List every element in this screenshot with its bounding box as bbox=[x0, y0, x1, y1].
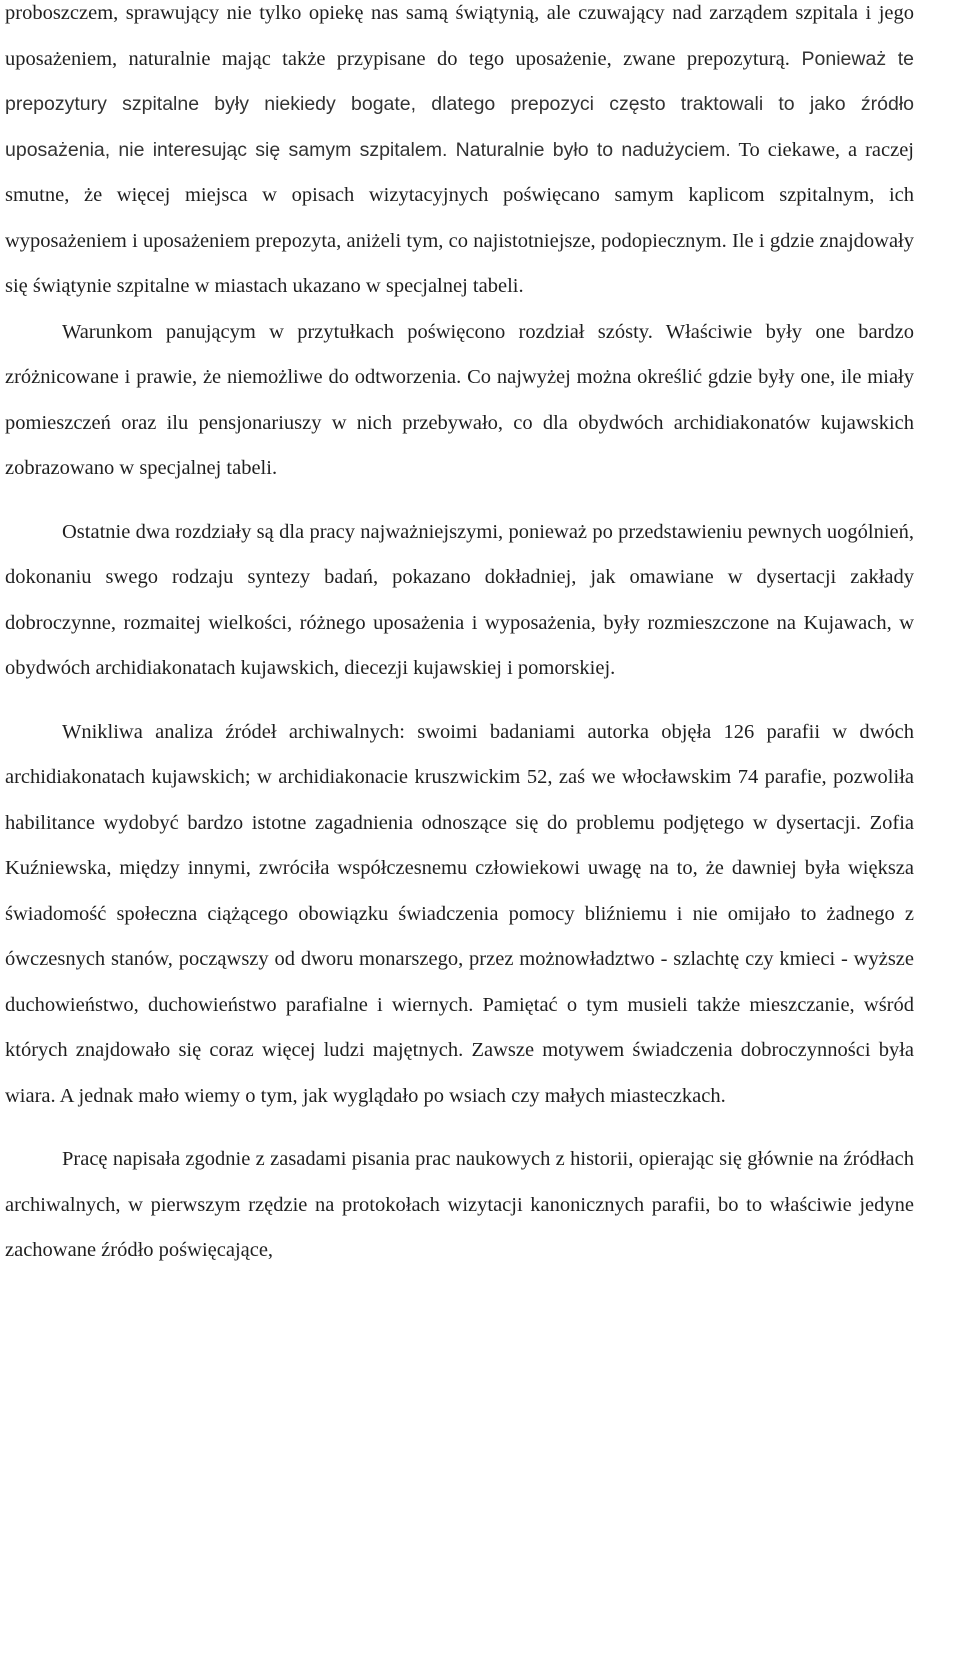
paragraph-1-tail-text: To ciekawe, a raczej smutne, że więcej miejsca w opisach wizytacyjnych poświęcano samym kaplicom szpitalnym, ich wyposażeniem i uposażeniem prepozyta, aniżeli tym, co najistotniejsze, podopiecznym. Ile i gdzie znajdowały się świątynie szpitalne w miastach ukazano w specjalnej tabeli. bbox=[5, 138, 915, 297]
paragraph-1 bbox=[5, 0, 914, 310]
paragraph-5: Pracę napisała zgodnie z zasadami pisania prac naukowych z historii, opierając się głównie na źródłach archiwalnych, w pierwszym rzędzie na protokołach wizytacji kanonicznych parafii, bo to właściwie jedyne zachowane źródło poświęcające, bbox=[5, 1148, 914, 1261]
paragraph-1-serif-text: proboszczem, sprawujący nie tylko opiekę nas samą świątynią, ale czuwający nad zarządem szpitala i jego uposażeniem, naturalnie mając także przypisane do tego uposażenie, zwane prepozyturą. bbox=[5, 2, 914, 70]
paragraph-1-sans-text: Ponieważ te prepozytury szpitalne były niekiedy bogate, dlatego prepozyci często traktowali to jako źródło uposażenia, nie interesując się samym szpitalem. Naturalnie było to nadużyciem. bbox=[5, 47, 914, 161]
paragraph-3: Ostatnie dwa rozdziały są dla pracy najważniejszymi, ponieważ po przedstawieniu pewnych uogólnień, dokonaniu swego rodzaju syntezy badań, pokazano dokładniej, jak omawiane w dysertacji zakłady dobroczynne, rozmaitej wielkości, różnego uposażenia i wyposażenia, były rozmieszczone na Kujawach, w obydwóch archidiakonatach kujawskich, diecezji kujawskiej i pomorskiej. bbox=[5, 520, 914, 679]
paragraph-2: Warunkom panującym w przytułkach poświęcono rozdział szósty. Właściwie były one bardzo zróżnicowane i prawie, że niemożliwe do odtworzenia. Co najwyżej można określić gdzie były one, ile miały pomieszczeń oraz ilu pensjonariuszy w nich przebywało, co dla obydwóch archidiakonatów kujawskich zobrazowano w specjalnej tabeli. bbox=[5, 320, 914, 479]
paragraph-4: Wnikliwa analiza źródeł archiwalnych: swoimi badaniami autorka objęła 126 parafii w dwóch archidiakonatach kujawskich; w archidiakonacie kruszwickim 52, zaś we włocławskim 74 parafie, pozwoliła habilitance wydobyć bardzo istotne zagadnienia odnoszące się do problemu podjętego w dysertacji. Zofia Kuźniewska, między innymi, zwróciła współczesnemu człowiekowi uwagę na to, że dawniej była większa świadomość społeczna ciążącego obowiązku świadczenia pomocy bliźniemu i nie omijało to żadnego z ówczesnych stanów, począwszy od dworu monarszego, przez możnowładztwo - szlachtę czy kmieci - wyższe duchowieństwo, duchowieństwo parafialne i wiernych. Pamiętać o tym musieli także mieszczanie, wśród których znajdowało się coraz więcej ludzi majętnych. Zawsze motywem świadczenia dobroczynności była wiara. A jednak mało wiemy o tym, jak wyglądało po wsiach czy małych miasteczkach. bbox=[5, 720, 914, 1107]
